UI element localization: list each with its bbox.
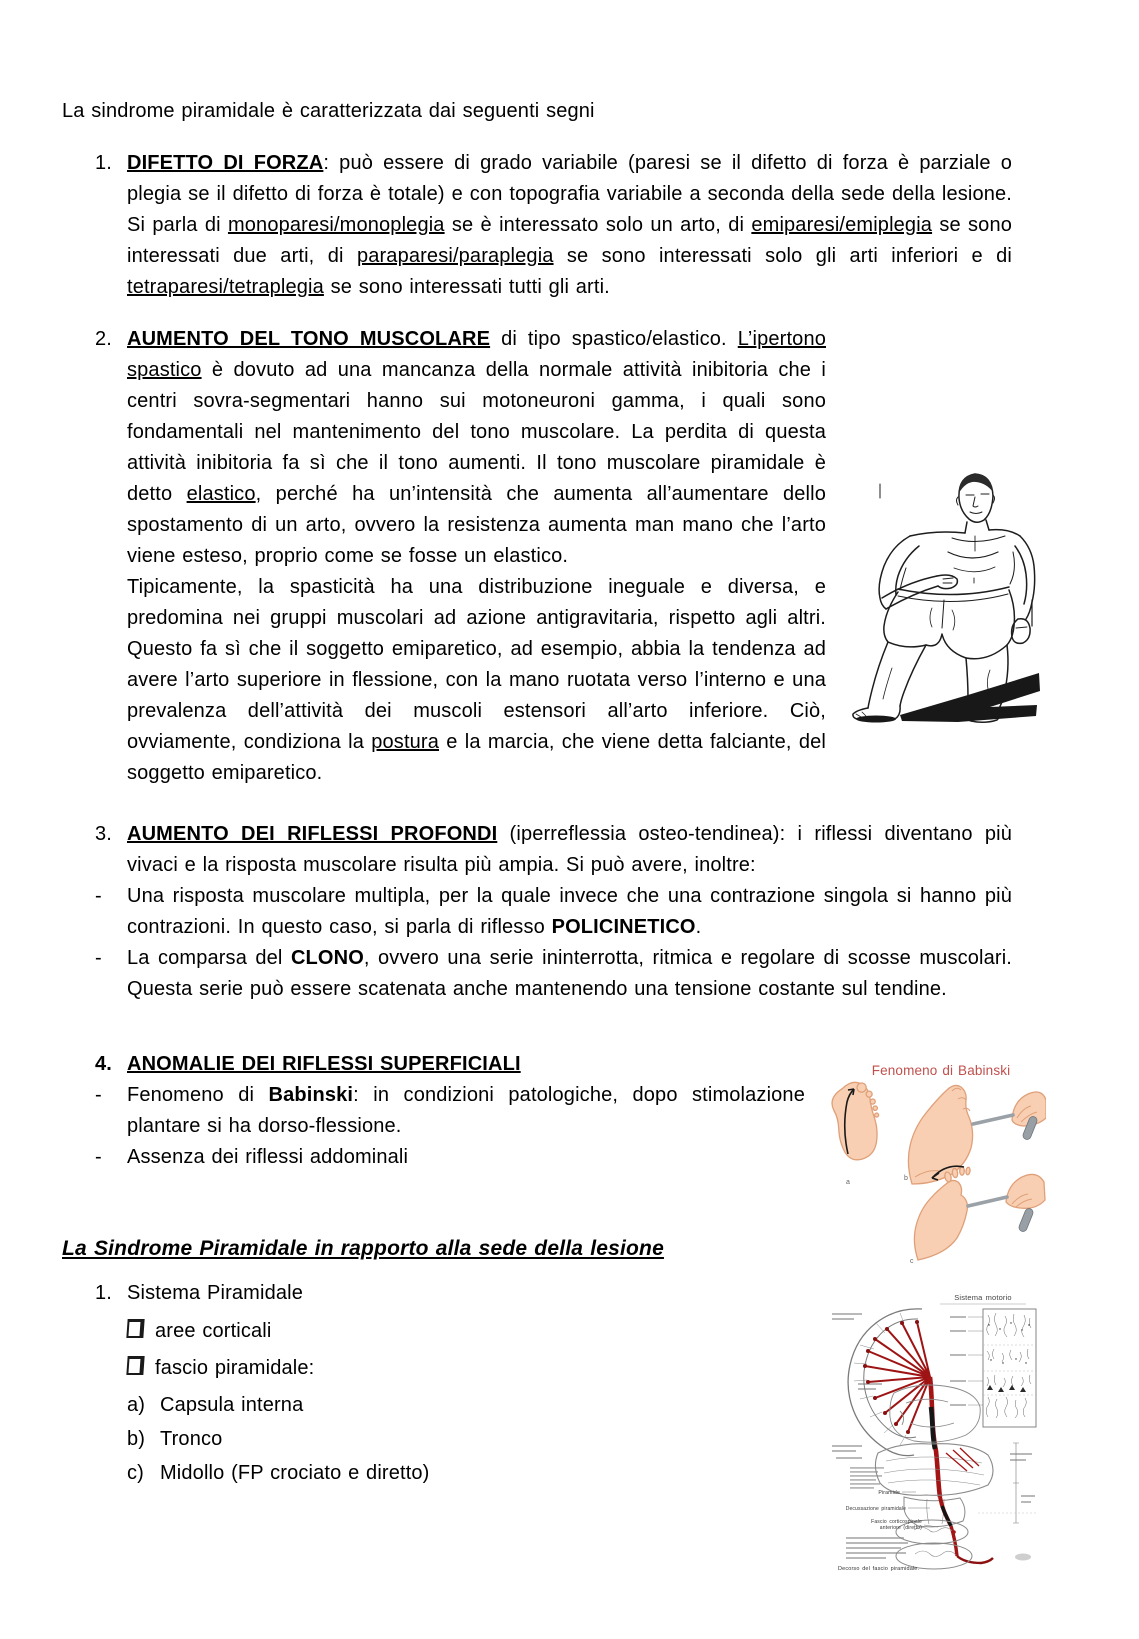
label-decussazione: Decussazione piramidale [845, 1506, 906, 1512]
term-clono: CLONO [290, 947, 364, 969]
body-text: La comparsa del [127, 947, 291, 969]
sub-item-label: a) [127, 1394, 146, 1416]
body-text: , perché ha un’intensità che aumenta all’aumentare dello spostamento di un arto, ovvero la resistenza aumenta man mano che l’arto viene esteso, proprio come se fosse un elastico. [127, 483, 826, 567]
term-aumento-riflessi: AUMENTO DEI RIFLESSI PROFONDI [127, 823, 498, 845]
term-difetto-di-forza: DIFETTO DI FORZA [127, 152, 324, 174]
item-3-number: 3. [95, 823, 112, 845]
body-text: di tipo spastico/elastico. [490, 328, 738, 350]
intro-paragraph: La sindrome piramidale è caratterizzata dai seguenti segni [62, 100, 595, 122]
dash-bullet: - [95, 1084, 102, 1106]
term-policinetico: POLICINETICO [551, 916, 696, 938]
text-content [62, 96, 1012, 1492]
term-babinski: Babinski [268, 1084, 354, 1106]
square-bullet-icon [126, 1356, 144, 1375]
sub-item-text: Capsula interna [160, 1394, 304, 1416]
item-3-paragraph [127, 819, 1012, 881]
dash-item-riflessi-addominali [62, 1142, 805, 1173]
body-text: se sono interessati due arti, di [127, 214, 1012, 267]
sub-item-text: Tronco [160, 1428, 223, 1450]
dash-bullet: - [95, 947, 102, 969]
hemiparetic-man-figure [840, 448, 1040, 758]
body-text: (iperreflessia osteo-tendinea): i riflessi diventano più vivaci e la risposta muscolare risulta più ampia. Si può avere, inoltre: [127, 823, 1012, 876]
dash-paragraph [127, 943, 1012, 1005]
cortex-inset-box [983, 1309, 1036, 1427]
body-text: è dovuto ad una mancanza della normale attività inibitoria che i centri sovra-segmentari hanno sui motoneuroni gamma, i quali sono fondamentali nel mantenimento del tono muscolare. La perdita di questa attività inibitoria fa sì che il tono aumenti. Il tono muscolare piramidale è detto [127, 359, 826, 505]
bullet-text: aree corticali [155, 1320, 272, 1342]
sub-item-label: b) [127, 1428, 146, 1450]
babinski-sign-figure [816, 1056, 1046, 1274]
tract-title: Sistema motorio [954, 1293, 1012, 1302]
body-text: : in condizioni patologiche, dopo stimolazione plantare si ha dorso-flessione. [127, 1084, 805, 1137]
babinski-sign-drawing [816, 1056, 1046, 1264]
section-heading-sindrome-piramidale: La Sindrome Piramidale in rapporto alla sede della lesione [62, 1237, 664, 1260]
body-text: se sono interessati tutti gli arti. [323, 276, 610, 298]
dash-paragraph [127, 881, 1012, 943]
body-text: Fenomeno di [127, 1084, 269, 1106]
reflex-hammer-handles [968, 1115, 1013, 1206]
bullet-text: fascio piramidale: [155, 1357, 315, 1379]
item-2-paragraph [127, 324, 1012, 572]
body-text: e la marcia, che viene detta falciante, del soggetto emiparetico. [127, 731, 827, 784]
hemiparetic-man-drawing [840, 448, 1040, 724]
inset-leader-lines [968, 1317, 983, 1405]
label-decorso: Decorso del fascio piramidale. [838, 1566, 920, 1572]
cortex-layers-texture [986, 1313, 1031, 1418]
item-1-number: 1. [95, 152, 112, 174]
sub-label-b: b [904, 1175, 909, 1182]
fiber-endpoints [863, 1320, 919, 1434]
babinski-caption: Fenomeno di Babinski [871, 1063, 1011, 1078]
item-4-number: 4. [95, 1053, 112, 1075]
term-anomalie-riflessi: ANOMALIE DEI RIFLESSI SUPERFICIALI [127, 1053, 521, 1075]
body-text: Assenza dei riflessi addominali [127, 1146, 409, 1168]
reflex-hammer-heads [1018, 1115, 1038, 1232]
term-emiparesi: emiparesi/emiplegia [751, 214, 933, 236]
list2-title: Sistema Piramidale [127, 1282, 303, 1304]
label-piramide: Piramide [878, 1490, 900, 1496]
body-text: se sono interessati solo gli arti inferiori e di [553, 245, 1012, 267]
body-text: : può essere di grado variabile (paresi se il difetto di forza è parziale o plegia se il difetto di forza è totale) e con topografia variabile a seconda della sede della lesione. Si parla di [127, 152, 1013, 236]
cortex-outer-arc [848, 1309, 922, 1456]
body-text: . [695, 916, 702, 938]
term-paraparesi: paraparesi/paraplegia [356, 245, 554, 267]
label-fascio-corticospinale: Fascio corticospinale [871, 1519, 922, 1525]
body-text: Una risposta muscolare multipla, per la quale invece che una contrazione singola si hanno più contrazioni. In questo caso, si parla di riflesso [127, 885, 1012, 938]
term-tetraparesi: tetraparesi/tetraplegia [127, 276, 324, 298]
dash-bullet: - [95, 885, 102, 907]
term-postura: postura [371, 731, 440, 753]
term-aumento-tono: AUMENTO DEL TONO MUSCOLARE [127, 328, 491, 350]
feet-and-hands [828, 1079, 1046, 1260]
dash-item-babinski [62, 1080, 805, 1142]
list-item-3 [62, 819, 1012, 881]
item-2-number: 2. [95, 328, 112, 350]
item-1-paragraph [127, 148, 1012, 303]
square-bullet-icon [126, 1319, 144, 1338]
term-monoparesi: monoparesi/monoplegia [227, 214, 445, 236]
sub-item-label: c) [127, 1462, 144, 1484]
label-fascio-anteriore: anteriore (diretto) [879, 1525, 922, 1531]
sub-label-a: a [846, 1179, 851, 1186]
term-elastico: elastico [186, 483, 256, 505]
list-item-2 [62, 324, 1012, 789]
body-text: se è interessato solo un arto, di [444, 214, 752, 236]
body-text: , ovvero una serie ininterrotta, ritmica e regolare di scosse muscolari. Questa serie può essere scatenata anche mantenendo una tensione costante sul tendine. [127, 947, 1012, 1000]
scan-smudge [1015, 1554, 1031, 1561]
sub-item-text: Midollo (FP crociato e diretto) [160, 1462, 430, 1484]
pyramidal-tract-figure [830, 1285, 1040, 1585]
list-item-1 [62, 148, 1012, 303]
dash-item-policinetico [62, 881, 1012, 943]
list2-number: 1. [95, 1282, 112, 1304]
crossed-tract-tail [957, 1556, 993, 1563]
dash-item-clono [62, 943, 1012, 1005]
dash-bullet: - [95, 1146, 102, 1168]
dash-paragraph [127, 1142, 805, 1173]
pyramidal-tract-drawing [830, 1285, 1040, 1575]
term-ipertono-spastico: L’ipertono spastico [127, 328, 826, 381]
body-text: Tipicamente, la spasticità ha una distribuzione ineguale e diversa, e predomina nei gruppi muscolari ad azione antigravitaria, rispetto agli altri. Questo fa sì che il soggetto emiparetico, ad esempio, abbia la tendenza ad avere l’arto superiore in flessione, con la mano ruotata verso l’interno e una prevalenza dell’attività dei muscoli estensori all’arto inferiore. Ciò, ovviamente, condiziona la [127, 576, 826, 753]
dash-paragraph [127, 1080, 805, 1142]
sub-label-c: c [910, 1258, 914, 1264]
